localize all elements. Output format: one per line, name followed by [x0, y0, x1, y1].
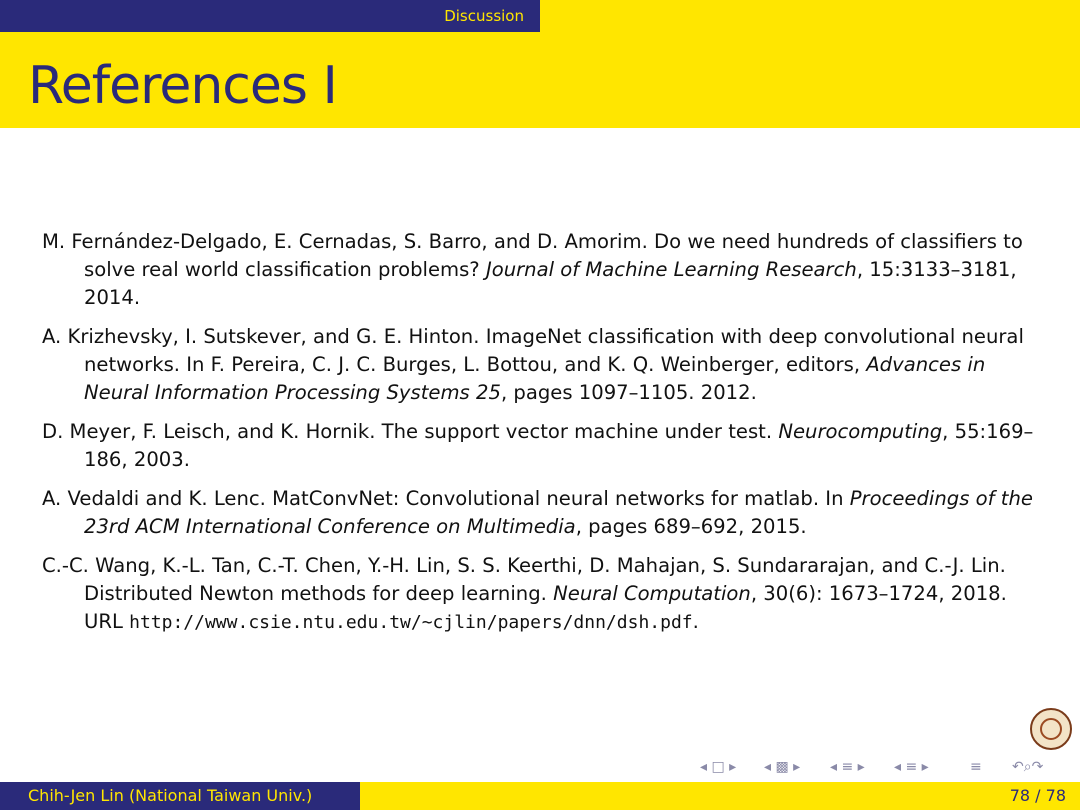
- reference-url-period: .: [692, 610, 699, 633]
- reference-details: , pages 1097–1105. 2012.: [500, 381, 757, 404]
- section-tab[interactable]: Discussion: [0, 0, 540, 32]
- reference-venue: Proceedings of the 23rd ACM International Conference on Multimedia: [84, 487, 1033, 538]
- reference-title: Distributed Newton methods for deep learning.: [84, 582, 554, 605]
- reference-item: [42, 552, 1042, 637]
- reference-url-link[interactable]: http://www.csie.ntu.edu.tw/~cjlin/papers/dnn/dsh.pdf: [129, 612, 693, 633]
- reference-venue: Neural Computation: [553, 582, 751, 605]
- reference-title: The support vector machine under test.: [381, 420, 779, 443]
- footer-author: Chih-Jen Lin (National Taiwan Univ.): [0, 782, 360, 810]
- university-seal-logo: [1030, 708, 1072, 750]
- reference-venue: Journal of Machine Learning Research: [485, 258, 857, 281]
- reference-authors: A. Vedaldi and K. Lenc.: [42, 487, 273, 510]
- footer-page-number: 78 / 78: [360, 782, 1080, 810]
- reference-venue: Neurocomputing: [778, 420, 943, 443]
- reference-item: [42, 323, 1042, 407]
- reference-authors: M. Fernández-Delgado, E. Cernadas, S. Barro, and D. Amorim.: [42, 230, 655, 253]
- nav-prev-subsection-icon[interactable]: ◂ ≡ ▸: [830, 759, 865, 775]
- nav-toc-icon[interactable]: ≡: [970, 759, 982, 775]
- reference-title: ImageNet classification with deep convolutional neural networks. In F. Pereira, C. J. C. Burges, L. Bottou, and K. Q. Weinberger, editors,: [84, 325, 1024, 376]
- reference-authors: A. Krizhevsky, I. Sutskever, and G. E. Hinton.: [42, 325, 486, 348]
- nav-appendix-icon[interactable]: ◂ ≡ ▸: [894, 759, 929, 775]
- reference-item: [42, 418, 1042, 474]
- reference-venue: Advances in Neural Information Processing Systems 25: [84, 353, 986, 404]
- nav-prev-section-icon[interactable]: ◂ ▩ ▸: [764, 759, 801, 775]
- reference-authors: D. Meyer, F. Leisch, and K. Hornik.: [42, 420, 382, 443]
- page-title: References I: [28, 56, 337, 116]
- reference-authors: C.-C. Wang, K.-L. Tan, C.-T. Chen, Y.-H. Lin, S. S. Keerthi, D. Mahajan, S. Sundararajan, and C.-J. Lin.: [42, 554, 1006, 577]
- reference-details: , 15:3133–3181, 2014.: [84, 258, 1017, 309]
- reference-details: , 55:169–186, 2003.: [84, 420, 1034, 471]
- reference-details: , pages 689–692, 2015.: [575, 515, 807, 538]
- reference-details: , 30(6): 1673–1724, 2018. URL: [84, 582, 1007, 633]
- reference-title: MatConvNet: Convolutional neural networks for matlab. In: [272, 487, 850, 510]
- reference-title: Do we need hundreds of classifiers to solve real world classification problems?: [84, 230, 1023, 281]
- reference-item: [42, 485, 1042, 541]
- title-bar: [0, 32, 1080, 128]
- nav-search-icon[interactable]: ↶⌕↷: [1012, 759, 1044, 775]
- nav-prev-frame-icon[interactable]: ◂ □ ▸: [700, 759, 737, 775]
- reference-list: [42, 228, 1042, 648]
- reference-item: [42, 228, 1042, 312]
